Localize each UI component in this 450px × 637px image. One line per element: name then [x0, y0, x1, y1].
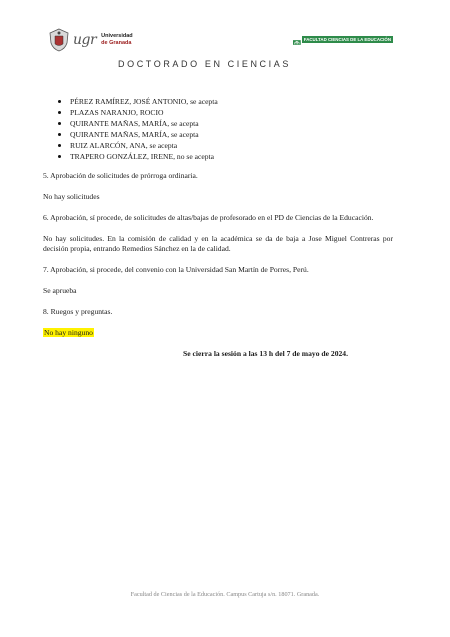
university-logo: [48, 28, 133, 52]
university-mark: ugr: [73, 32, 97, 48]
list-item: RUIZ ALARCÓN, ANA, se acepta: [70, 140, 393, 151]
agenda-item-6-result: No hay solicitudes. En la comisión de calidad y en la académica se da de baja a Jose Miguel Contreras por decisión propia, entrando Remedios Sánchez en la de calidad.: [43, 234, 393, 253]
agenda-item-5-result: No hay solicitudes: [43, 192, 100, 201]
faculty-building-icon: [293, 34, 301, 51]
agenda-item-8-result: No hay ninguno: [44, 328, 93, 337]
name-list: [43, 96, 393, 162]
agenda-item-5: 5. Aprobación de solicitudes de prórroga ordinaria.: [43, 171, 198, 180]
agenda-item-7: 7. Aprobación, si procede, del convenio con la Universidad San Martín de Porres, Perú.: [43, 265, 309, 274]
university-seal-icon: [48, 28, 70, 52]
faculty-logo: [293, 34, 393, 51]
program-title: DOCTORADO EN CIENCIAS: [118, 59, 291, 69]
footer-address: Facultad de Ciencias de la Educación. Campus Cartuja s/n. 18071. Granada.: [130, 591, 320, 598]
closing-statement: Se cierra la sesión a las 13 h del 7 de mayo de 2024.: [183, 349, 348, 358]
faculty-name: FACULTAD CIENCIAS DE LA EDUCACIÓN: [303, 37, 391, 42]
list-item: PÉREZ RAMÍREZ, JOSÉ ANTONIO, se acepta: [70, 96, 393, 107]
agenda-item-6: 6. Aprobación, sí procede, de solicitudes de altas/bajas de profesorado en el PD de Ciencias de la Educación.: [43, 213, 374, 222]
agenda-item-8-result-wrap: [43, 328, 393, 338]
list-item: QUIRANTE MAÑAS, MARÍA, se acepta: [70, 129, 393, 140]
agenda-item-8: 8. Ruegos y preguntas.: [43, 307, 113, 316]
list-item: PLAZAS NARANJO, ROCIO: [70, 107, 393, 118]
document-body: [43, 96, 393, 359]
university-name: Universidad de Granada: [101, 33, 133, 46]
list-item: TRAPERO GONZÁLEZ, IRENE, no se acepta: [70, 151, 393, 162]
list-item: QUIRANTE MAÑAS, MARÍA, se acepta: [70, 118, 393, 129]
agenda-item-7-result: Se aprueba: [43, 286, 77, 295]
